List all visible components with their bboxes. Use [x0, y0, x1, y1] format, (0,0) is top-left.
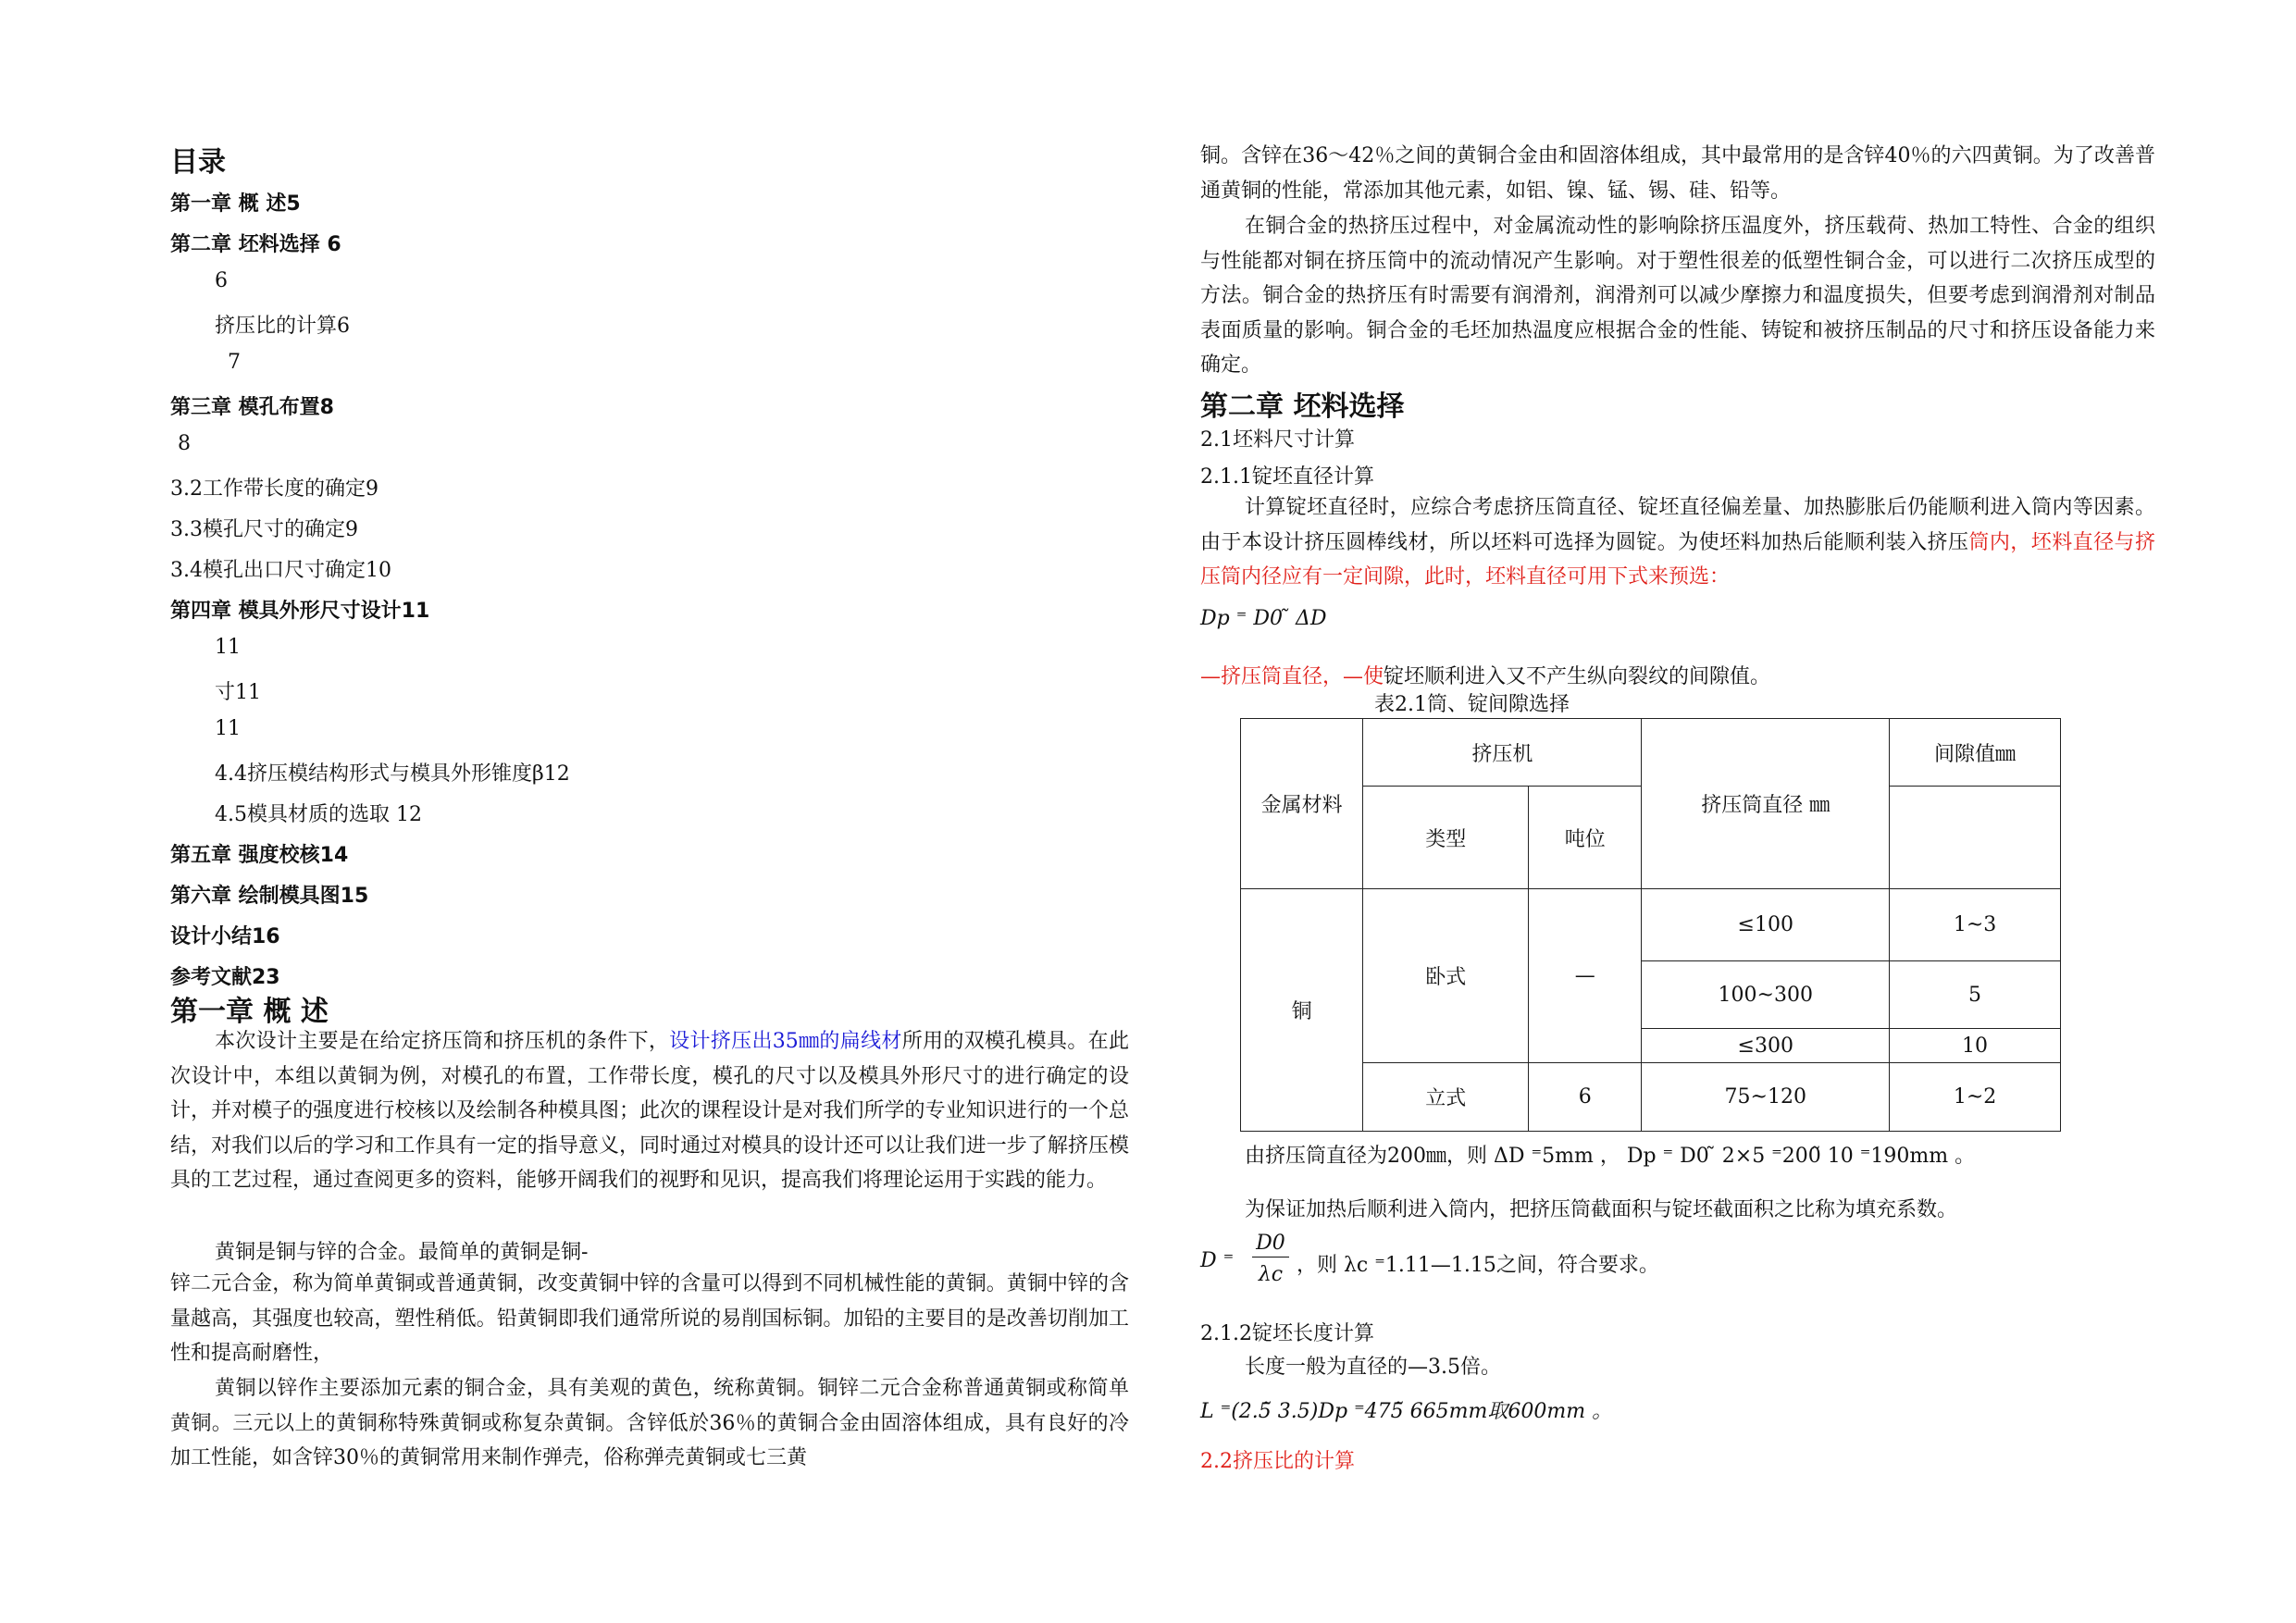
cell-tonnage-vertical: 6 [1529, 1063, 1642, 1132]
cell-type-vertical: 立式 [1363, 1063, 1529, 1132]
toc-item[interactable]: 6 [215, 269, 228, 292]
table-cell: 75~120 [1642, 1063, 1890, 1132]
chapter-1-paragraph-2: 锌二元合金，称为简单黄铜或普通黄铜，改变黄铜中锌的含量可以得到不同机械性能的黄铜。黄铜中锌的含量越高，其强度也较高，塑性稍低。铅黄铜即我们通常所说的易削国标铜。加铅的主要目的是改善切削加工性和提高耐磨性， [170, 1272, 1129, 1365]
header-tonnage: 吨位 [1529, 787, 1642, 889]
formula-lhs: D ⁼ [1200, 1249, 1235, 1272]
header-clearance-empty [1890, 787, 2061, 889]
table-cell: 1~3 [1890, 889, 2061, 961]
toc-item[interactable]: 第二章 坯料选择 6 [170, 233, 341, 256]
paragraph-hot-extrusion: 在铜合金的热挤压过程中，对金属流动性的影响除挤压温度外，挤压载荷、热加工特性、合金的组织与性能都对铜在挤压筒中的流动情况产生影响。对于塑性很差的低塑性铜合金，可以进行二次挤压成型的方法。铜合金的热挤压有时需要有润滑剂，润滑剂可以减少摩擦力和温度损失，但要考虑到润滑剂对制品表面质量的影响。铜合金的毛坯加热温度应根据合金的性能、铸锭和被挤压制品的尺寸和挤压设备能力来确定。 [1200, 215, 2155, 377]
text-span: 所用的双模孔模具。在此次设计中，本组以黄铜为例，对模孔的布置，工作带长度，模孔的尺寸以及模具外形尺寸的进行确定的设计，并对模子的强度进行校核以及绘制各种模具图；此次的课程设计是对我们所学的专业知识进行的一个总结，对我们以后的学习和工作具有一定的指导意义，同时通过对模具的设计还可以让我们进一步了解挤压模具的工艺过程，通过查阅更多的资料，能够开阔我们的视野和见识，提高我们将理论运用于实践的能力。 [170, 1030, 1129, 1192]
chapter-2-title: 第二章 坯料选择 [1200, 390, 1405, 423]
chapter-1-paragraph-3: 黄铜以锌作主要添加元素的铜合金，具有美观的黄色，统称黄铜。铜锌二元合金称普通黄铜或称简单黄铜。三元以上的黄铜称特殊黄铜或称复杂黄铜。含锌低於36％的黄铜合金由固溶体组成，具有良好的冷加工性能，如含锌30％的黄铜常用来制作弹壳，俗称弹壳黄铜或七三黄 [170, 1377, 1129, 1469]
table-cell: 5 [1890, 961, 2061, 1029]
header-container-diameter: 挤压筒直径 ㎜ [1642, 719, 1890, 889]
toc-item[interactable]: 11 [215, 717, 241, 740]
chapter-1-paragraph-2-first-line: 黄铜是铜与锌的合金。最简单的黄铜是铜- [215, 1241, 589, 1264]
toc-item[interactable]: 4.4挤压模结构形式与模具外形锥度β12 [215, 762, 570, 786]
cell-metal-copper: 铜 [1241, 889, 1363, 1132]
text-span: 计算锭坯直径时，应综合考虑挤压筒直径、锭坯直径偏差量、加热膨胀后仍能顺利进入筒内等因素。由于本设计挤压圆棒线材，所以坯料可选择为圆锭。为使坯料加热后能顺利装入挤压 [1200, 496, 2155, 554]
formula-billet-diameter: Dp ⁼ D0 ̃ ΔD [1200, 607, 1327, 630]
paragraph-brass-continued: 铜。含锌在36～42％之间的黄铜合金由和固溶体组成，其中最常用的是含锌40％的六四黄铜。为了改善普通黄铜的性能，常添加其他元素，如铝、镍、锰、锡、硅、铅等。 [1200, 144, 2155, 203]
red-text: —挤压筒直径，—使 [1200, 665, 1384, 688]
toc-item[interactable]: 参考文献23 [170, 966, 280, 989]
header-type: 类型 [1363, 787, 1529, 889]
toc-item[interactable]: 挤压比的计算6 [215, 315, 350, 338]
paragraph-length: 长度一般为直径的—3.5倍。 [1245, 1356, 1501, 1379]
section-2-2-heading: 2.2挤压比的计算 [1200, 1450, 1355, 1473]
header-metal: 金属材料 [1241, 719, 1363, 889]
header-clearance: 间隙值㎜ [1890, 719, 2061, 787]
toc-item[interactable]: 7 [228, 351, 241, 374]
cell-type-horizontal: 卧式 [1363, 889, 1529, 1063]
section-2-1-heading: 2.1坯料尺寸计算 [1200, 428, 1355, 452]
table-cell: 10 [1890, 1029, 2061, 1063]
formula-billet-length: L ⁼(2.5̃ 3.5)Dp ⁼475̃ 665mm取600mm 。 [1200, 1400, 1613, 1423]
table-cell: ≤100 [1642, 889, 1890, 961]
toc-item[interactable]: 11 [215, 636, 241, 659]
text-span: 本次设计主要是在给定挤压筒和挤压机的条件下， [215, 1030, 670, 1053]
toc-item[interactable]: 8 [178, 432, 191, 455]
text-span: 锭坯顺利进入又不产生纵向裂纹的间隙值。 [1384, 665, 1771, 688]
toc-item[interactable]: 4.5模具材质的选取 12 [215, 803, 422, 826]
fraction-numerator: D0 [1252, 1231, 1289, 1258]
table-cell: 1~2 [1890, 1063, 2061, 1132]
fraction-denominator: λc [1258, 1263, 1284, 1286]
highlight-text: 设计挤压出35㎜的扁线材 [669, 1030, 902, 1053]
clearance-table [1240, 718, 2061, 1132]
section-2-1-1-heading: 2.1.1锭坯直径计算 [1200, 465, 1374, 489]
toc-item[interactable]: 第一章 概 述5 [170, 192, 301, 216]
red-text: 筒内，坯料直径与挤压筒内径应有一定间隙，此时，坯料直径可用下式来预选： [1200, 530, 2155, 588]
toc-item[interactable]: 设计小结16 [170, 925, 280, 948]
header-press: 挤压机 [1363, 719, 1642, 787]
paragraph-fill-factor: 为保证加热后顺利进入筒内，把挤压筒截面积与锭坯截面积之比称为填充系数。 [1245, 1198, 1958, 1221]
calculation-line: 由挤压筒直径为200㎜，则 ΔD ⁼5mm ， Dp ⁼ D0 ̃ 2×5 ⁼200̃ 10 ⁼190mm 。 [1245, 1145, 1976, 1168]
toc-title: 目录 [170, 146, 226, 179]
toc-item[interactable]: 第三章 模孔布置8 [170, 396, 334, 419]
toc-item[interactable]: 第五章 强度校核14 [170, 844, 349, 867]
toc-item[interactable]: 3.4模孔出口尺寸确定10 [170, 559, 391, 582]
toc-item[interactable]: 3.3模孔尺寸的确定9 [170, 518, 358, 541]
toc-item[interactable]: 第四章 模具外形尺寸设计11 [170, 600, 430, 623]
clearance-note [1200, 661, 1770, 689]
cell-tonnage-horizontal: — [1529, 889, 1642, 1063]
toc-item[interactable]: 3.2工作带长度的确定9 [170, 477, 379, 501]
table-caption: 表2.1筒、锭间隙选择 [1374, 693, 1570, 716]
toc-item[interactable]: 第六章 绘制模具图15 [170, 885, 369, 908]
table-cell: 100~300 [1642, 961, 1890, 1029]
toc-item[interactable]: 寸11 [215, 681, 261, 704]
paragraph-billet-diameter [1200, 490, 2155, 595]
chapter-1-title: 第一章 概 述 [170, 996, 329, 1028]
formula-tail: ，则 λc ⁼1.11—1.15之间，符合要求。 [1297, 1254, 1659, 1277]
section-2-1-2-heading: 2.1.2锭坯长度计算 [1200, 1322, 1374, 1345]
table-cell: ≤300 [1642, 1029, 1890, 1063]
chapter-1-paragraph-1 [170, 1024, 1129, 1198]
